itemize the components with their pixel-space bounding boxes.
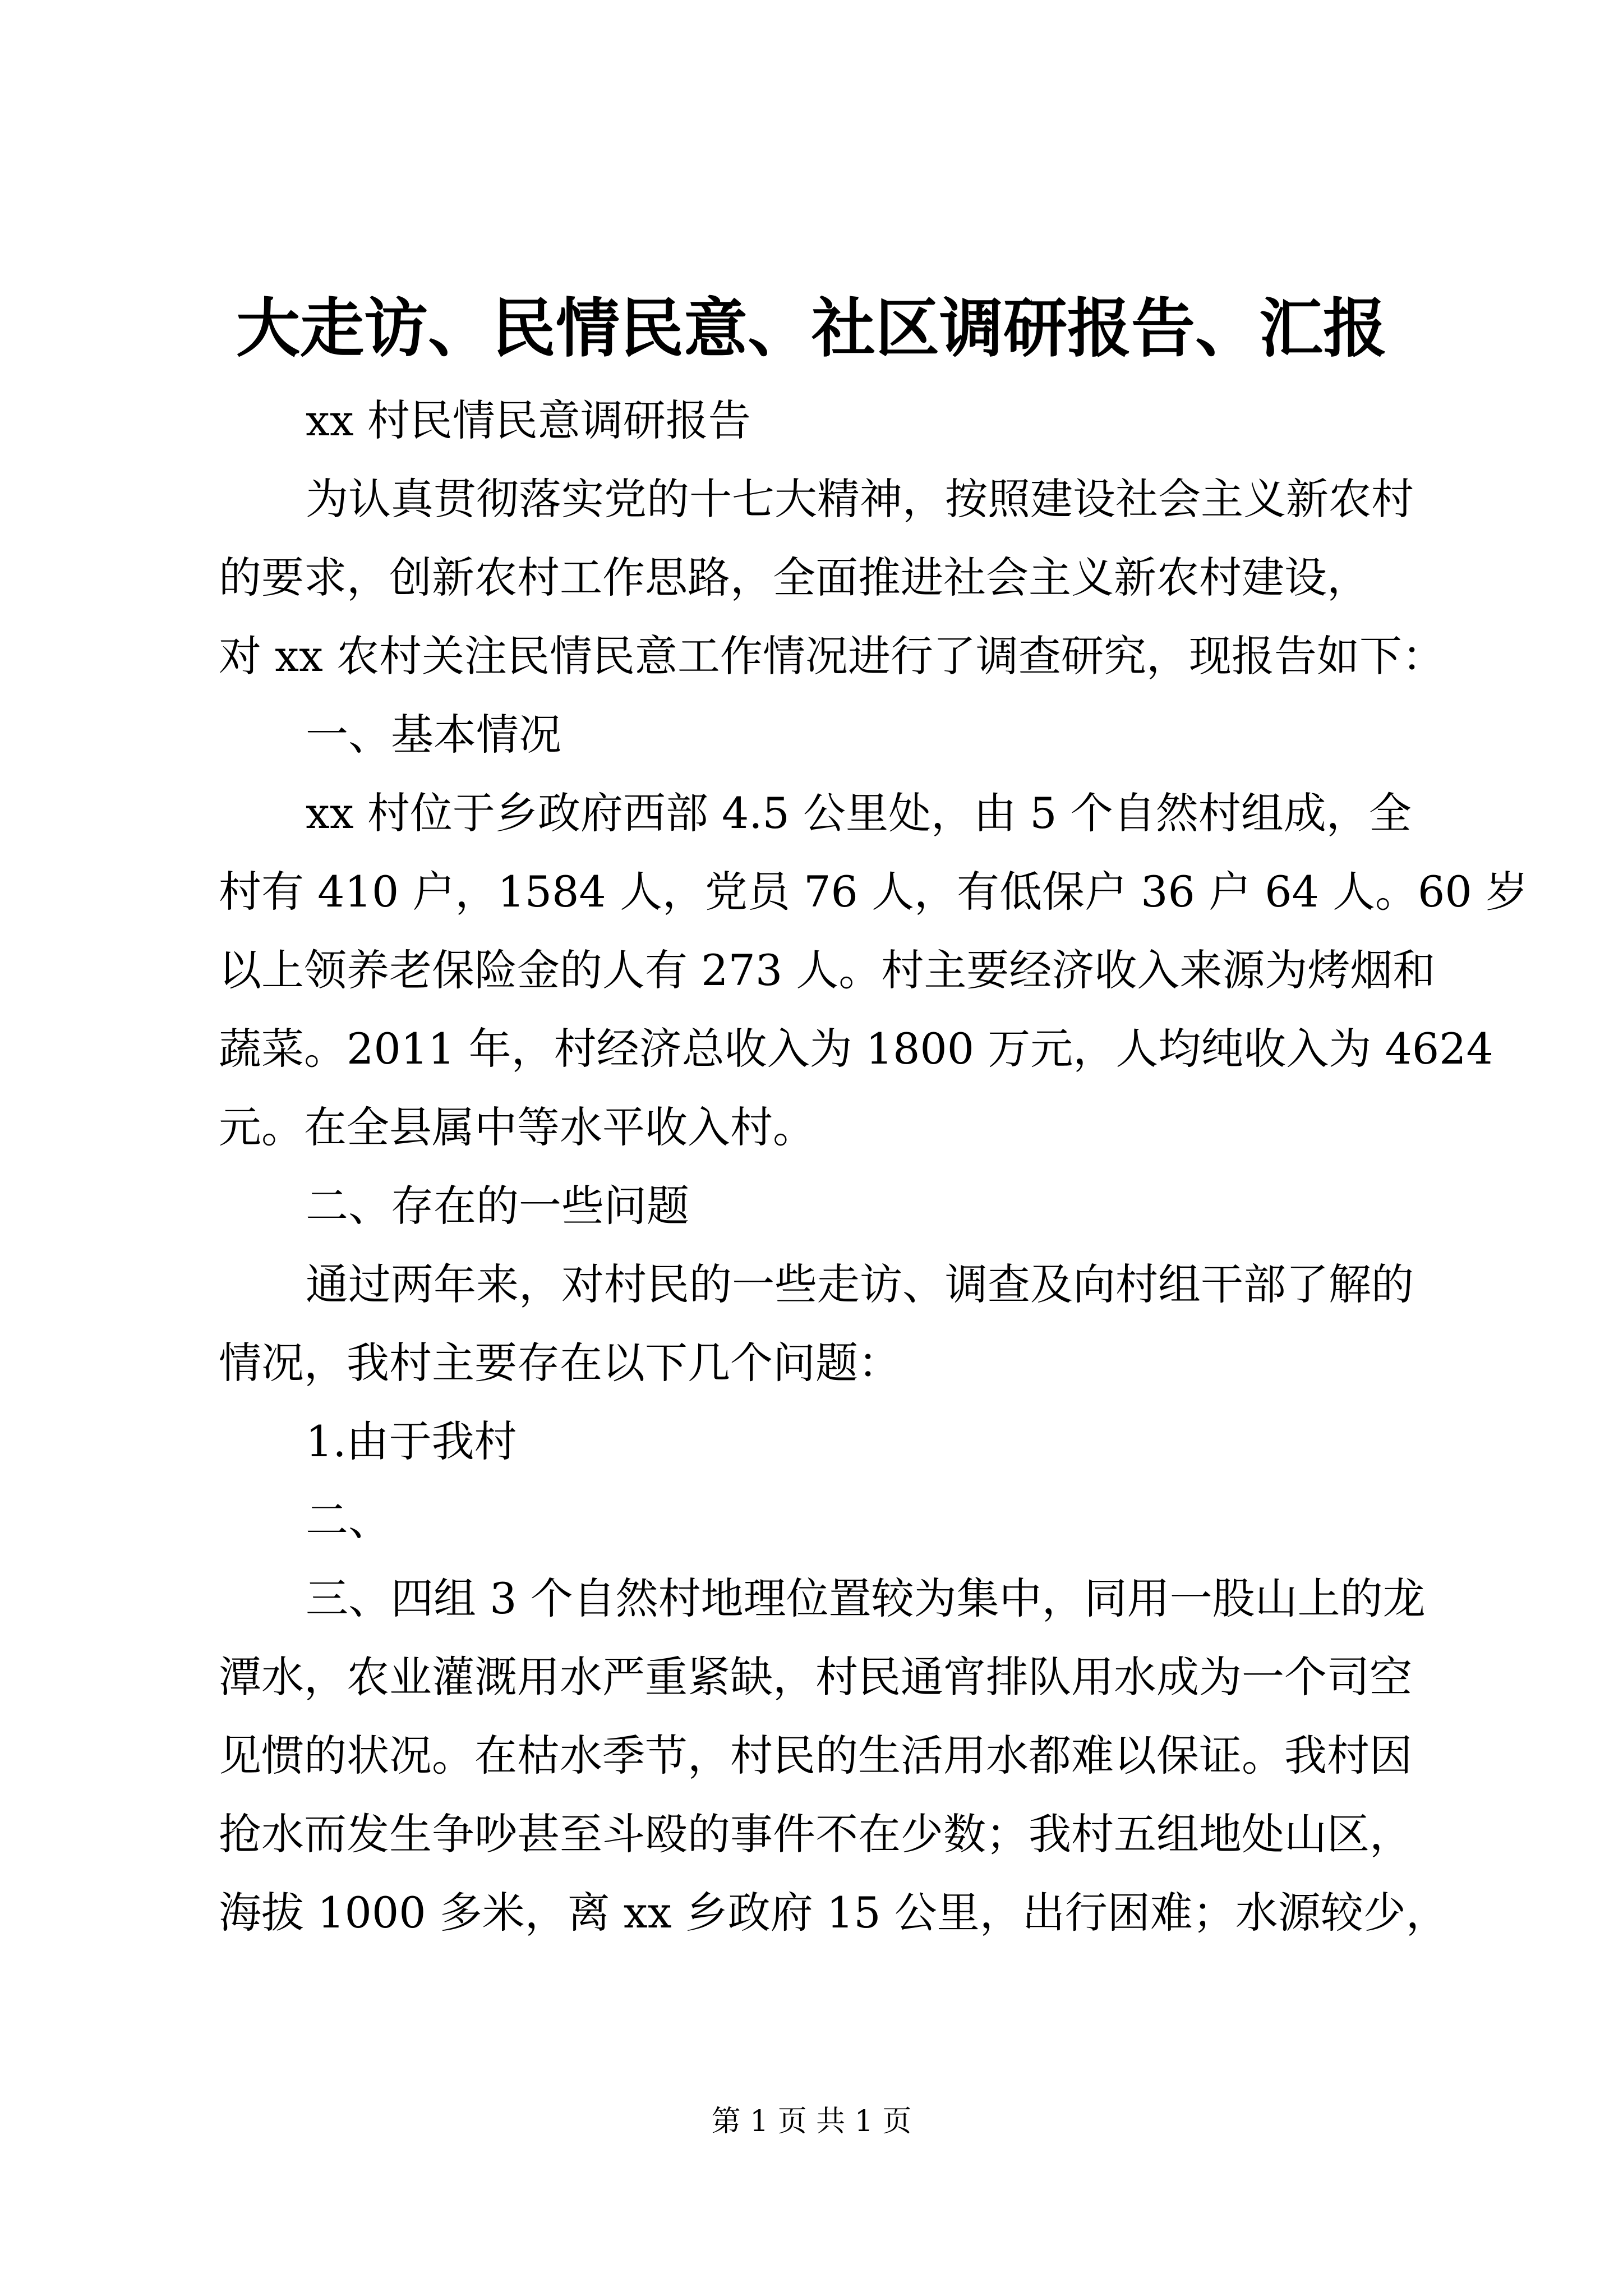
section-heading-1: 一、基本情况 — [306, 710, 561, 760]
paragraph-water-line-1: 三、四组 3 个自然村地理位置较为集中，同用一股山上的龙 — [306, 1573, 1426, 1623]
page-number-footer: 第 1 页 共 1 页 — [711, 2105, 912, 2138]
paragraph-issues-line-1: 通过两年来，对村民的一些走访、调查及向村组干部了解的 — [306, 1259, 1414, 1309]
paragraph-basic-line-5: 元。在全县属中等水平收入村。 — [219, 1102, 815, 1152]
paragraph-intro-line-1: 为认真贯彻落实党的十七大精神，按照建设社会主义新农村 — [306, 474, 1414, 524]
list-item-2: 二、 — [306, 1495, 391, 1545]
paragraph-basic-line-2: 村有 410 户，1584 人，党员 76 人，有低保户 36 户 64 人。60 岁 — [219, 867, 1528, 917]
paragraph-intro-line-3: 对 xx 农村关注民情民意工作情况进行了调查研究，现报告如下： — [219, 631, 1445, 681]
paragraph-water-line-3: 见惯的状况。在枯水季节，村民的生活用水都难以保证。我村因 — [219, 1731, 1412, 1780]
paragraph-water-line-2: 潭水，农业灌溉用水严重紧缺，村民通宵排队用水成为一个司空 — [219, 1652, 1412, 1702]
section-heading-2: 二、存在的一些问题 — [306, 1181, 689, 1231]
paragraph-basic-line-1: xx 村位于乡政府西部 4.5 公里处，由 5 个自然村组成，全 — [306, 788, 1412, 838]
paragraph-intro-line-2: 的要求，创新农村工作思路，全面推进社会主义新农村建设， — [219, 553, 1370, 602]
document-title: 大走访、民情民意、社区调研报告、汇报 — [236, 291, 1387, 366]
paragraph-basic-line-3: 以上领养老保险金的人有 273 人。村主要经济收入来源为烤烟和 — [219, 945, 1436, 995]
paragraph-issues-line-2: 情况，我村主要存在以下几个问题： — [219, 1338, 901, 1388]
list-item-1: 1.由于我村 — [306, 1416, 517, 1466]
paragraph-water-line-5: 海拔 1000 多米，离 xx 乡政府 15 公里，出行困难；水源较少， — [219, 1888, 1449, 1938]
report-subtitle: xx 村民情民意调研报告 — [306, 395, 751, 445]
paragraph-water-line-4: 抢水而发生争吵甚至斗殴的事件不在少数；我村五组地处山区， — [219, 1809, 1412, 1859]
paragraph-basic-line-4: 蔬菜。2011 年，村经济总收入为 1800 万元，人均纯收入为 4624 — [219, 1024, 1493, 1074]
